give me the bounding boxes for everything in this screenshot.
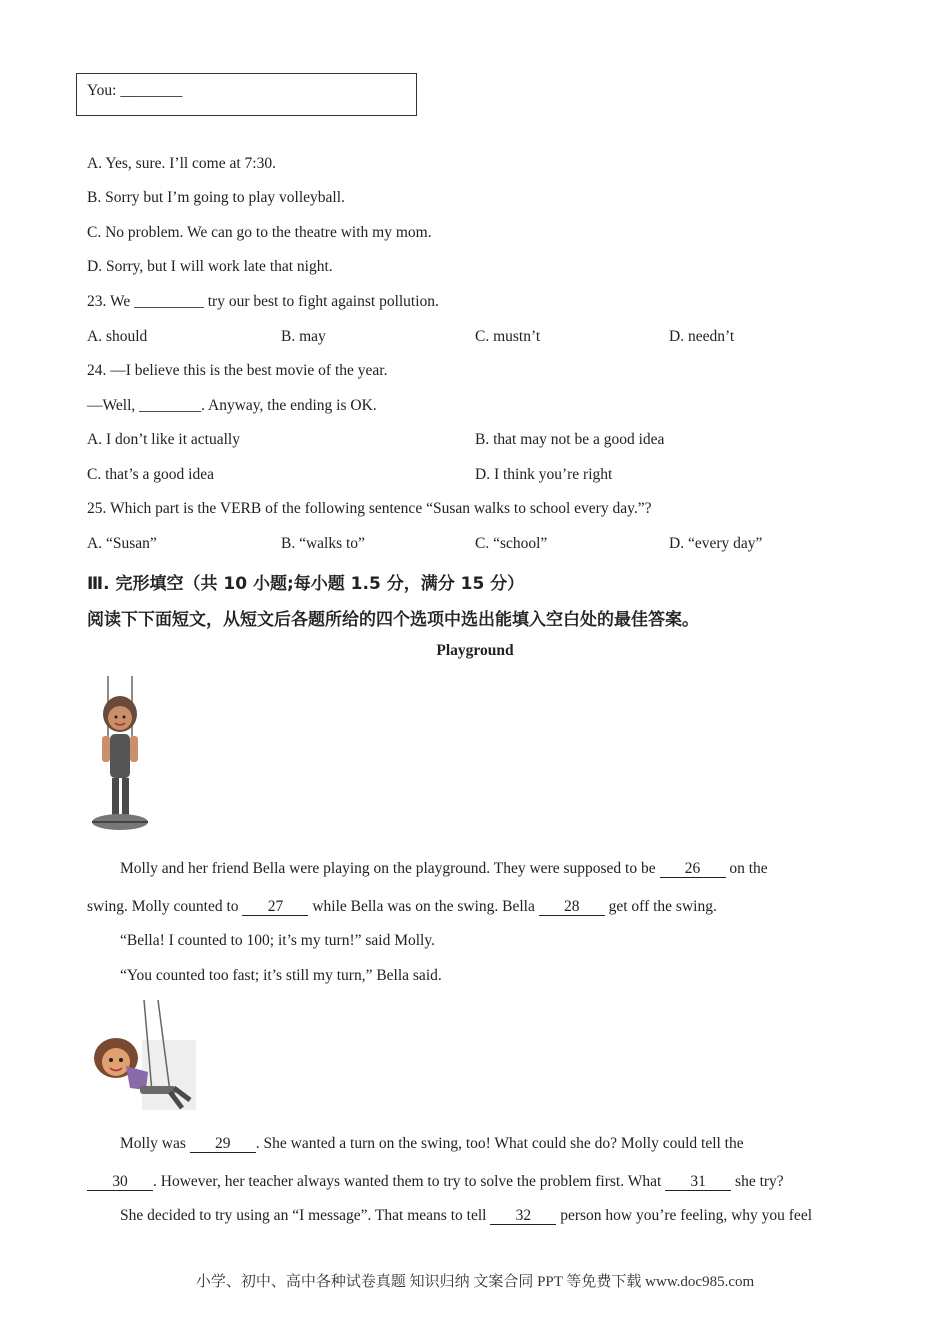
q22-option-d: D. Sorry, but I will work late that night. xyxy=(87,258,333,275)
q24-option-b: B. that may not be a good idea xyxy=(475,431,665,448)
passage-line-5 xyxy=(120,1135,744,1153)
q25-stem: 25. Which part is the VERB of the following sentence “Susan walks to school every day.”? xyxy=(87,500,652,517)
q25-option-b: B. “walks to” xyxy=(281,535,365,552)
passage-text: person how you’re feeling, why you feel xyxy=(556,1207,813,1224)
passage-text: She decided to try using an “I message”. That means to tell xyxy=(120,1207,491,1224)
q24-option-a: A. I don’t like it actually xyxy=(87,431,240,448)
q23-option-c: C. mustn’t xyxy=(475,328,541,345)
q22-option-c: C. No problem. We can go to the theatre with my mom. xyxy=(87,224,432,241)
blank-29: 29 xyxy=(190,1135,256,1153)
answer-box-text: You: ________ xyxy=(87,82,183,99)
passage-line-3: “Bella! I counted to 100; it’s my turn!” said Molly. xyxy=(120,932,435,949)
q22-option-a: A. Yes, sure. I’ll come at 7:30. xyxy=(87,155,276,172)
section-heading: Ⅲ. 完形填空（共 10 小题;每小题 1.5 分，满分 15 分） xyxy=(87,574,525,594)
q24-line1: 24. —I believe this is the best movie of the year. xyxy=(87,362,388,379)
q23-option-a: A. should xyxy=(87,328,148,345)
q24-option-d: D. I think you’re right xyxy=(475,466,613,483)
blank-32: 32 xyxy=(490,1207,556,1225)
passage-line-7 xyxy=(120,1207,812,1225)
girl-swinging-illustration xyxy=(86,1000,198,1112)
answer-box xyxy=(76,73,417,116)
passage-text: Molly was xyxy=(120,1135,190,1152)
girl-on-swing-illustration xyxy=(86,676,158,840)
passage-title: Playground xyxy=(436,642,514,659)
q25-option-a: A. “Susan” xyxy=(87,535,157,552)
blank-27: 27 xyxy=(242,898,308,916)
q25-option-d: D. “every day” xyxy=(669,535,763,552)
passage-text: . However, her teacher always wanted them to try to solve the problem first. What xyxy=(153,1173,666,1190)
passage-line-2 xyxy=(87,898,717,916)
passage-line-4: “You counted too fast; it’s still my turn,” Bella said. xyxy=(120,967,442,984)
passage-line-1 xyxy=(120,860,768,878)
q25-option-c: C. “school” xyxy=(475,535,548,552)
page-footer: 小学、初中、高中各种试卷真题 知识归纳 文案合同 PPT 等免费下载 www.doc985.com xyxy=(195,1274,755,1290)
section-instruction: 阅读下下面短文，从短文后各题所给的四个选项中选出能填入空白处的最佳答案。 xyxy=(87,610,699,630)
q24-option-c: C. that’s a good idea xyxy=(87,466,214,483)
passage-text: on the xyxy=(725,860,768,877)
q22-option-b: B. Sorry but I’m going to play volleyball. xyxy=(87,189,345,206)
passage-text: get off the swing. xyxy=(604,898,717,915)
q23-option-b: B. may xyxy=(281,328,326,345)
blank-26: 26 xyxy=(660,860,726,878)
passage-text: . She wanted a turn on the swing, too! What could she do? Molly could tell the xyxy=(255,1135,744,1152)
passage-text: while Bella was on the swing. Bella xyxy=(308,898,539,915)
q23-option-d: D. needn’t xyxy=(669,328,735,345)
q24-line2: —Well, ________. Anyway, the ending is OK. xyxy=(87,397,377,414)
q23-stem: 23. We _________ try our best to fight against pollution. xyxy=(87,293,439,310)
blank-28: 28 xyxy=(539,898,605,916)
blank-30: 30 xyxy=(87,1173,153,1191)
passage-line-6 xyxy=(87,1173,784,1191)
blank-31: 31 xyxy=(665,1173,731,1191)
passage-text: Molly and her friend Bella were playing on the playground. They were supposed to be xyxy=(120,860,660,877)
passage-text: she try? xyxy=(731,1173,784,1190)
passage-text: swing. Molly counted to xyxy=(87,898,243,915)
